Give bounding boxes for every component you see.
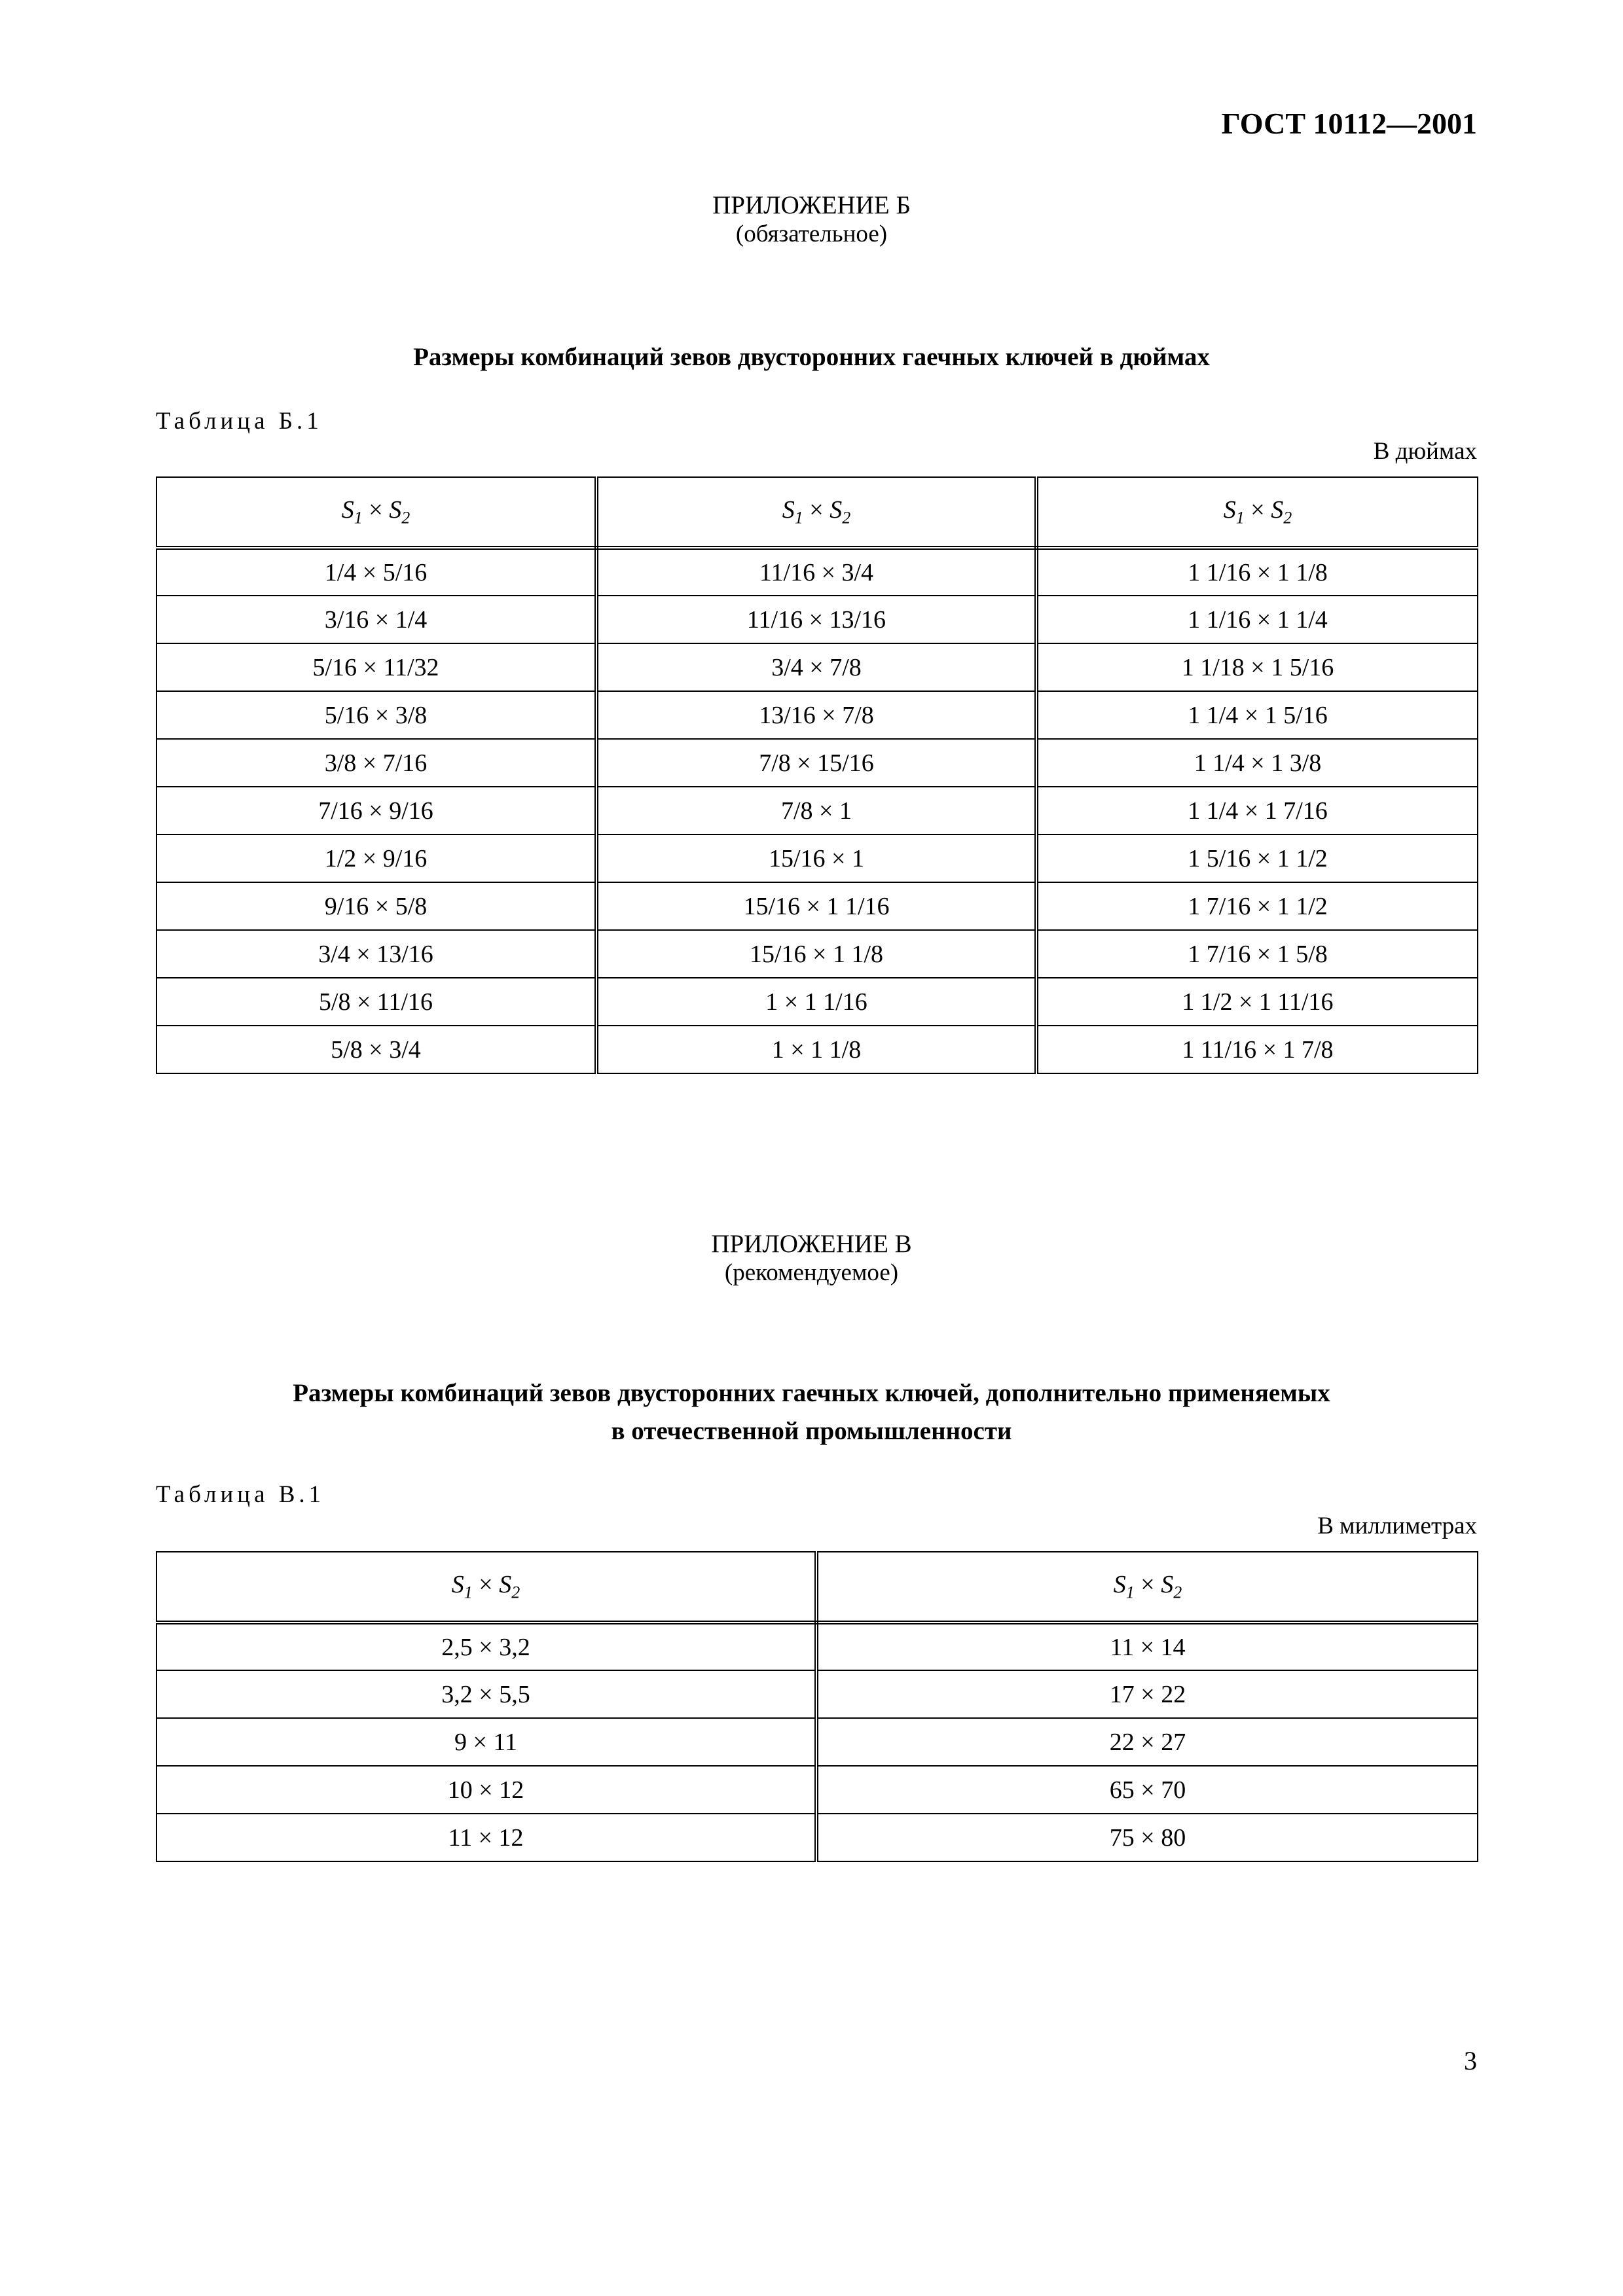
annex-b-title: ПРИЛОЖЕНИЕ Б <box>712 191 911 219</box>
annex-b-status: (обязательное) <box>735 221 888 247</box>
column-header-sub1: 1 <box>794 508 803 528</box>
annex-v-section-title-line2: в отечественной промышленности <box>611 1417 1012 1445</box>
column-header-s1: S <box>782 496 795 524</box>
table-cell: 9/16 × 5/8 <box>156 882 596 930</box>
column-header-times: × <box>472 1571 500 1599</box>
table-cell: 1 7/16 × 1 5/8 <box>1036 930 1478 978</box>
table-row <box>156 1670 1478 1718</box>
column-header-sub2: 2 <box>1283 508 1292 528</box>
column-header-s1: S <box>451 1571 464 1599</box>
table-cell: 1 7/16 × 1 1/2 <box>1036 882 1478 930</box>
column-header <box>156 477 596 548</box>
column-header-sub1: 1 <box>1235 508 1245 528</box>
column-header-times: × <box>1134 1571 1161 1599</box>
table-v1-units: В миллиметрах <box>1317 1513 1477 1539</box>
table-v1-header-row <box>156 1552 1478 1623</box>
table-cell: 1 1/18 × 1 5/16 <box>1036 643 1478 691</box>
table-cell: 2,5 × 3,2 <box>156 1623 816 1670</box>
table-row <box>156 739 1478 787</box>
table-cell: 1 1/4 × 1 5/16 <box>1036 691 1478 739</box>
table-cell: 1 1/16 × 1 1/4 <box>1036 596 1478 643</box>
table-row <box>156 1766 1478 1814</box>
table-cell: 11/16 × 13/16 <box>596 596 1036 643</box>
column-header-s1: S <box>1223 496 1236 524</box>
table-cell: 1 1/16 × 1 1/8 <box>1036 548 1478 596</box>
column-header-times: × <box>1244 496 1271 524</box>
table-cell: 3/4 × 13/16 <box>156 930 596 978</box>
table-cell: 11 × 12 <box>156 1814 816 1861</box>
annex-v-status: (рекомендуемое) <box>724 1259 899 1286</box>
column-header-sub2: 2 <box>511 1583 520 1602</box>
table-cell: 75 × 80 <box>816 1814 1478 1861</box>
column-header-sub2: 2 <box>1173 1583 1182 1602</box>
table-row <box>156 1718 1478 1766</box>
table-cell: 1 5/16 × 1 1/2 <box>1036 834 1478 882</box>
table-cell: 3,2 × 5,5 <box>156 1670 816 1718</box>
column-header-s2: S <box>499 1571 512 1599</box>
table-cell: 9 × 11 <box>156 1718 816 1766</box>
table-cell: 7/8 × 1 <box>596 787 1036 834</box>
column-header-sub1: 1 <box>1125 1583 1135 1602</box>
table-row <box>156 596 1478 643</box>
table-cell: 10 × 12 <box>156 1766 816 1814</box>
column-header-times: × <box>362 496 390 524</box>
table-row <box>156 548 1478 596</box>
table-row <box>156 1623 1478 1670</box>
table-b1-header-row <box>156 477 1478 548</box>
table-cell: 7/8 × 15/16 <box>596 739 1036 787</box>
annex-b-section-title: Размеры комбинаций зевов двусторонних гаечных ключей в дюймах <box>413 343 1210 371</box>
column-header-s2: S <box>1161 1571 1174 1599</box>
column-header <box>156 1552 816 1623</box>
table-cell: 5/8 × 11/16 <box>156 978 596 1026</box>
table-cell: 17 × 22 <box>816 1670 1478 1718</box>
table-row <box>156 930 1478 978</box>
table-cell: 65 × 70 <box>816 1766 1478 1814</box>
table-b1-label: Таблица Б.1 <box>156 408 323 435</box>
table-row <box>156 978 1478 1026</box>
column-header-s2: S <box>830 496 843 524</box>
table-row <box>156 691 1478 739</box>
column-header <box>596 477 1036 548</box>
table-b1-units: В дюймах <box>1373 438 1477 465</box>
document-code: ГОСТ 10112—2001 <box>1221 107 1477 140</box>
table-row <box>156 882 1478 930</box>
table-cell: 1 11/16 × 1 7/8 <box>1036 1026 1478 1073</box>
table-row <box>156 834 1478 882</box>
column-header-sub1: 1 <box>354 508 363 528</box>
table-cell: 5/16 × 3/8 <box>156 691 596 739</box>
table-b1 <box>156 476 1478 1074</box>
table-cell: 1 1/4 × 1 7/16 <box>1036 787 1478 834</box>
table-cell: 3/8 × 7/16 <box>156 739 596 787</box>
column-header-sub2: 2 <box>401 508 410 528</box>
table-cell: 3/4 × 7/8 <box>596 643 1036 691</box>
table-cell: 3/16 × 1/4 <box>156 596 596 643</box>
table-cell: 1 1/2 × 1 11/16 <box>1036 978 1478 1026</box>
table-cell: 11/16 × 3/4 <box>596 548 1036 596</box>
column-header-s2: S <box>1271 496 1284 524</box>
table-cell: 1 × 1 1/8 <box>596 1026 1036 1073</box>
table-cell: 13/16 × 7/8 <box>596 691 1036 739</box>
table-cell: 1 1/4 × 1 3/8 <box>1036 739 1478 787</box>
page-number: 3 <box>1464 2046 1477 2075</box>
column-header-times: × <box>803 496 830 524</box>
table-row <box>156 1026 1478 1073</box>
column-header-sub1: 1 <box>464 1583 473 1602</box>
column-header-s2: S <box>389 496 402 524</box>
table-cell: 15/16 × 1 1/16 <box>596 882 1036 930</box>
table-cell: 5/8 × 3/4 <box>156 1026 596 1073</box>
column-header <box>1036 477 1478 548</box>
column-header-sub2: 2 <box>842 508 851 528</box>
table-cell: 15/16 × 1 1/8 <box>596 930 1036 978</box>
table-cell: 11 × 14 <box>816 1623 1478 1670</box>
table-row <box>156 787 1478 834</box>
table-cell: 7/16 × 9/16 <box>156 787 596 834</box>
table-cell: 1 × 1 1/16 <box>596 978 1036 1026</box>
table-v1 <box>156 1551 1478 1862</box>
table-v1-label: Таблица В.1 <box>156 1481 325 1508</box>
column-header <box>816 1552 1478 1623</box>
column-header-s1: S <box>1113 1571 1126 1599</box>
table-cell: 22 × 27 <box>816 1718 1478 1766</box>
annex-v-section-title-line1: Размеры комбинаций зевов двусторонних гаечных ключей, дополнительно применяемых <box>293 1379 1330 1407</box>
annex-v-title: ПРИЛОЖЕНИЕ В <box>711 1230 912 1258</box>
table-cell: 15/16 × 1 <box>596 834 1036 882</box>
table-cell: 5/16 × 11/32 <box>156 643 596 691</box>
table-cell: 1/2 × 9/16 <box>156 834 596 882</box>
column-header-s1: S <box>341 496 354 524</box>
table-row <box>156 1814 1478 1861</box>
table-row <box>156 643 1478 691</box>
table-cell: 1/4 × 5/16 <box>156 548 596 596</box>
